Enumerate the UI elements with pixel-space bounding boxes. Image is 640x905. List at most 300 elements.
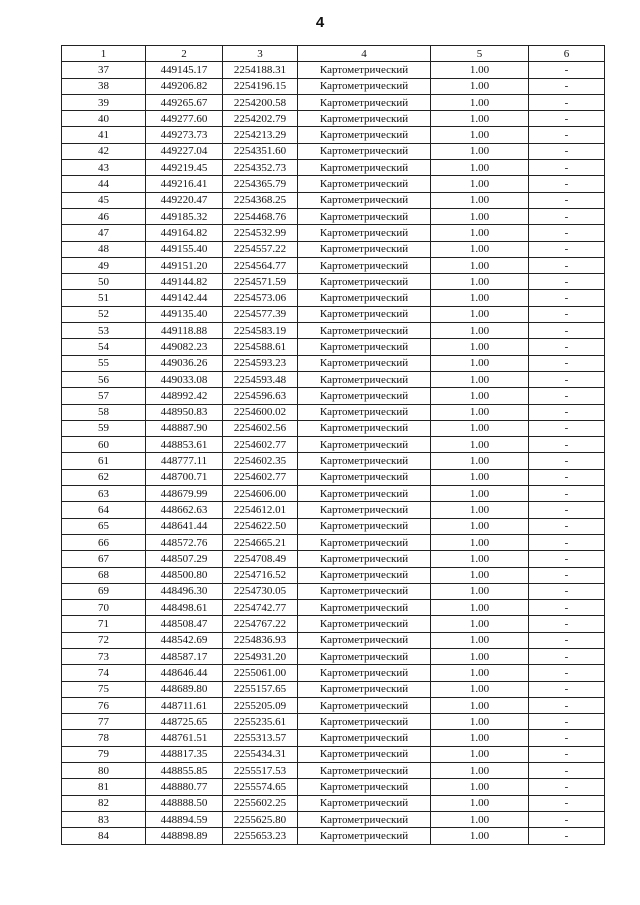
description-cell: - xyxy=(529,828,605,844)
accuracy-cell: 1.00 xyxy=(431,730,529,746)
point-number-cell: 55 xyxy=(62,355,146,371)
accuracy-cell: 1.00 xyxy=(431,453,529,469)
y-coordinate-cell: 2254612.01 xyxy=(223,502,298,518)
point-number-cell: 62 xyxy=(62,469,146,485)
column-header: 1 xyxy=(62,46,146,62)
method-cell: Картометрический xyxy=(298,567,431,583)
description-cell: - xyxy=(529,648,605,664)
point-number-cell: 67 xyxy=(62,551,146,567)
method-cell: Картометрический xyxy=(298,795,431,811)
y-coordinate-cell: 2254557.22 xyxy=(223,241,298,257)
accuracy-cell: 1.00 xyxy=(431,665,529,681)
method-cell: Картометрический xyxy=(298,290,431,306)
table-row xyxy=(62,127,605,143)
x-coordinate-cell: 448992.42 xyxy=(146,388,223,404)
description-cell: - xyxy=(529,274,605,290)
point-number-cell: 59 xyxy=(62,420,146,436)
table-row xyxy=(62,518,605,534)
accuracy-cell: 1.00 xyxy=(431,160,529,176)
x-coordinate-cell: 448508.47 xyxy=(146,616,223,632)
table-row xyxy=(62,323,605,339)
accuracy-cell: 1.00 xyxy=(431,681,529,697)
point-number-cell: 52 xyxy=(62,306,146,322)
y-coordinate-cell: 2254588.61 xyxy=(223,339,298,355)
y-coordinate-cell: 2255205.09 xyxy=(223,697,298,713)
point-number-cell: 72 xyxy=(62,632,146,648)
description-cell: - xyxy=(529,160,605,176)
table-row xyxy=(62,78,605,94)
table-row xyxy=(62,746,605,762)
y-coordinate-cell: 2255574.65 xyxy=(223,779,298,795)
y-coordinate-cell: 2254593.48 xyxy=(223,371,298,387)
description-cell: - xyxy=(529,567,605,583)
accuracy-cell: 1.00 xyxy=(431,714,529,730)
method-cell: Картометрический xyxy=(298,779,431,795)
x-coordinate-cell: 448700.71 xyxy=(146,469,223,485)
method-cell: Картометрический xyxy=(298,648,431,664)
table-row xyxy=(62,795,605,811)
x-coordinate-cell: 449082.23 xyxy=(146,339,223,355)
point-number-cell: 65 xyxy=(62,518,146,534)
x-coordinate-cell: 448880.77 xyxy=(146,779,223,795)
accuracy-cell: 1.00 xyxy=(431,616,529,632)
column-header: 4 xyxy=(298,46,431,62)
description-cell: - xyxy=(529,486,605,502)
accuracy-cell: 1.00 xyxy=(431,437,529,453)
point-number-cell: 57 xyxy=(62,388,146,404)
point-number-cell: 53 xyxy=(62,323,146,339)
y-coordinate-cell: 2255313.57 xyxy=(223,730,298,746)
table-row xyxy=(62,648,605,664)
y-coordinate-cell: 2254573.06 xyxy=(223,290,298,306)
table-row xyxy=(62,811,605,827)
accuracy-cell: 1.00 xyxy=(431,746,529,762)
description-cell: - xyxy=(529,306,605,322)
description-cell: - xyxy=(529,469,605,485)
description-cell: - xyxy=(529,420,605,436)
point-number-cell: 39 xyxy=(62,94,146,110)
description-cell: - xyxy=(529,127,605,143)
y-coordinate-cell: 2254716.52 xyxy=(223,567,298,583)
accuracy-cell: 1.00 xyxy=(431,518,529,534)
description-cell: - xyxy=(529,600,605,616)
table-row xyxy=(62,306,605,322)
description-cell: - xyxy=(529,143,605,159)
table-row xyxy=(62,437,605,453)
accuracy-cell: 1.00 xyxy=(431,78,529,94)
description-cell: - xyxy=(529,339,605,355)
x-coordinate-cell: 449220.47 xyxy=(146,192,223,208)
point-number-cell: 43 xyxy=(62,160,146,176)
x-coordinate-cell: 448950.83 xyxy=(146,404,223,420)
table-row xyxy=(62,160,605,176)
accuracy-cell: 1.00 xyxy=(431,192,529,208)
method-cell: Картометрический xyxy=(298,388,431,404)
description-cell: - xyxy=(529,534,605,550)
y-coordinate-cell: 2254365.79 xyxy=(223,176,298,192)
description-cell: - xyxy=(529,730,605,746)
point-number-cell: 46 xyxy=(62,208,146,224)
description-cell: - xyxy=(529,746,605,762)
table-row xyxy=(62,192,605,208)
y-coordinate-cell: 2254577.39 xyxy=(223,306,298,322)
table-row xyxy=(62,665,605,681)
point-number-cell: 61 xyxy=(62,453,146,469)
x-coordinate-cell: 449185.32 xyxy=(146,208,223,224)
x-coordinate-cell: 448662.63 xyxy=(146,502,223,518)
y-coordinate-cell: 2254583.19 xyxy=(223,323,298,339)
y-coordinate-cell: 2254836.93 xyxy=(223,632,298,648)
point-number-cell: 84 xyxy=(62,828,146,844)
x-coordinate-cell: 449227.04 xyxy=(146,143,223,159)
point-number-cell: 44 xyxy=(62,176,146,192)
description-cell: - xyxy=(529,811,605,827)
point-number-cell: 58 xyxy=(62,404,146,420)
description-cell: - xyxy=(529,502,605,518)
table-row xyxy=(62,469,605,485)
accuracy-cell: 1.00 xyxy=(431,779,529,795)
point-number-cell: 38 xyxy=(62,78,146,94)
y-coordinate-cell: 2254352.73 xyxy=(223,160,298,176)
column-header: 5 xyxy=(431,46,529,62)
method-cell: Картометрический xyxy=(298,730,431,746)
method-cell: Картометрический xyxy=(298,62,431,78)
y-coordinate-cell: 2254606.00 xyxy=(223,486,298,502)
description-cell: - xyxy=(529,453,605,469)
y-coordinate-cell: 2254742.77 xyxy=(223,600,298,616)
description-cell: - xyxy=(529,257,605,273)
x-coordinate-cell: 448898.89 xyxy=(146,828,223,844)
table-row xyxy=(62,371,605,387)
accuracy-cell: 1.00 xyxy=(431,600,529,616)
method-cell: Картометрический xyxy=(298,420,431,436)
y-coordinate-cell: 2254767.22 xyxy=(223,616,298,632)
table-row xyxy=(62,388,605,404)
point-number-cell: 82 xyxy=(62,795,146,811)
x-coordinate-cell: 449144.82 xyxy=(146,274,223,290)
table-row xyxy=(62,714,605,730)
accuracy-cell: 1.00 xyxy=(431,257,529,273)
method-cell: Картометрический xyxy=(298,160,431,176)
description-cell: - xyxy=(529,62,605,78)
point-number-cell: 69 xyxy=(62,583,146,599)
y-coordinate-cell: 2254213.29 xyxy=(223,127,298,143)
y-coordinate-cell: 2255434.31 xyxy=(223,746,298,762)
point-number-cell: 80 xyxy=(62,763,146,779)
table-header-row xyxy=(62,46,605,62)
method-cell: Картометрический xyxy=(298,583,431,599)
method-cell: Картометрический xyxy=(298,502,431,518)
y-coordinate-cell: 2254600.02 xyxy=(223,404,298,420)
description-cell: - xyxy=(529,355,605,371)
point-number-cell: 63 xyxy=(62,486,146,502)
method-cell: Картометрический xyxy=(298,616,431,632)
x-coordinate-cell: 449151.20 xyxy=(146,257,223,273)
accuracy-cell: 1.00 xyxy=(431,143,529,159)
x-coordinate-cell: 448572.76 xyxy=(146,534,223,550)
accuracy-cell: 1.00 xyxy=(431,469,529,485)
accuracy-cell: 1.00 xyxy=(431,502,529,518)
x-coordinate-cell: 449135.40 xyxy=(146,306,223,322)
y-coordinate-cell: 2254931.20 xyxy=(223,648,298,664)
accuracy-cell: 1.00 xyxy=(431,420,529,436)
description-cell: - xyxy=(529,323,605,339)
method-cell: Картометрический xyxy=(298,681,431,697)
description-cell: - xyxy=(529,632,605,648)
x-coordinate-cell: 448817.35 xyxy=(146,746,223,762)
method-cell: Картометрический xyxy=(298,306,431,322)
point-number-cell: 77 xyxy=(62,714,146,730)
y-coordinate-cell: 2254188.31 xyxy=(223,62,298,78)
accuracy-cell: 1.00 xyxy=(431,811,529,827)
point-number-cell: 60 xyxy=(62,437,146,453)
table-row xyxy=(62,355,605,371)
x-coordinate-cell: 448888.50 xyxy=(146,795,223,811)
x-coordinate-cell: 448853.61 xyxy=(146,437,223,453)
accuracy-cell: 1.00 xyxy=(431,697,529,713)
table-row xyxy=(62,241,605,257)
x-coordinate-cell: 448777.11 xyxy=(146,453,223,469)
method-cell: Картометрический xyxy=(298,94,431,110)
description-cell: - xyxy=(529,665,605,681)
description-cell: - xyxy=(529,94,605,110)
x-coordinate-cell: 448761.51 xyxy=(146,730,223,746)
description-cell: - xyxy=(529,290,605,306)
accuracy-cell: 1.00 xyxy=(431,241,529,257)
x-coordinate-cell: 449145.17 xyxy=(146,62,223,78)
x-coordinate-cell: 448496.30 xyxy=(146,583,223,599)
table-row xyxy=(62,681,605,697)
coordinates-table xyxy=(61,45,605,845)
description-cell: - xyxy=(529,518,605,534)
accuracy-cell: 1.00 xyxy=(431,795,529,811)
x-coordinate-cell: 449036.26 xyxy=(146,355,223,371)
description-cell: - xyxy=(529,551,605,567)
point-number-cell: 54 xyxy=(62,339,146,355)
method-cell: Картометрический xyxy=(298,453,431,469)
accuracy-cell: 1.00 xyxy=(431,62,529,78)
y-coordinate-cell: 2255602.25 xyxy=(223,795,298,811)
method-cell: Картометрический xyxy=(298,697,431,713)
table-row xyxy=(62,600,605,616)
method-cell: Картометрический xyxy=(298,371,431,387)
method-cell: Картометрический xyxy=(298,274,431,290)
point-number-cell: 42 xyxy=(62,143,146,159)
point-number-cell: 75 xyxy=(62,681,146,697)
table-row xyxy=(62,486,605,502)
method-cell: Картометрический xyxy=(298,437,431,453)
point-number-cell: 51 xyxy=(62,290,146,306)
y-coordinate-cell: 2254602.77 xyxy=(223,437,298,453)
table-row xyxy=(62,94,605,110)
description-cell: - xyxy=(529,192,605,208)
point-number-cell: 68 xyxy=(62,567,146,583)
description-cell: - xyxy=(529,371,605,387)
point-number-cell: 76 xyxy=(62,697,146,713)
method-cell: Картометрический xyxy=(298,225,431,241)
y-coordinate-cell: 2254602.35 xyxy=(223,453,298,469)
accuracy-cell: 1.00 xyxy=(431,323,529,339)
accuracy-cell: 1.00 xyxy=(431,225,529,241)
table-row xyxy=(62,534,605,550)
method-cell: Картометрический xyxy=(298,404,431,420)
y-coordinate-cell: 2255157.65 xyxy=(223,681,298,697)
table-body xyxy=(62,62,605,844)
method-cell: Картометрический xyxy=(298,486,431,502)
x-coordinate-cell: 449273.73 xyxy=(146,127,223,143)
method-cell: Картометрический xyxy=(298,257,431,273)
point-number-cell: 71 xyxy=(62,616,146,632)
method-cell: Картометрический xyxy=(298,127,431,143)
column-header: 2 xyxy=(146,46,223,62)
method-cell: Картометрический xyxy=(298,665,431,681)
point-number-cell: 50 xyxy=(62,274,146,290)
table-row xyxy=(62,339,605,355)
table-row xyxy=(62,176,605,192)
table-row xyxy=(62,111,605,127)
table-row xyxy=(62,502,605,518)
x-coordinate-cell: 448887.90 xyxy=(146,420,223,436)
description-cell: - xyxy=(529,616,605,632)
table-row xyxy=(62,730,605,746)
method-cell: Картометрический xyxy=(298,551,431,567)
point-number-cell: 73 xyxy=(62,648,146,664)
method-cell: Картометрический xyxy=(298,355,431,371)
x-coordinate-cell: 448542.69 xyxy=(146,632,223,648)
accuracy-cell: 1.00 xyxy=(431,339,529,355)
accuracy-cell: 1.00 xyxy=(431,111,529,127)
table-row xyxy=(62,453,605,469)
page-number: 4 xyxy=(315,14,325,31)
column-header: 3 xyxy=(223,46,298,62)
accuracy-cell: 1.00 xyxy=(431,404,529,420)
table-row xyxy=(62,404,605,420)
method-cell: Картометрический xyxy=(298,534,431,550)
x-coordinate-cell: 448641.44 xyxy=(146,518,223,534)
table-row xyxy=(62,290,605,306)
table-row xyxy=(62,697,605,713)
accuracy-cell: 1.00 xyxy=(431,828,529,844)
x-coordinate-cell: 449142.44 xyxy=(146,290,223,306)
column-header: 6 xyxy=(529,46,605,62)
x-coordinate-cell: 448500.80 xyxy=(146,567,223,583)
x-coordinate-cell: 449118.88 xyxy=(146,323,223,339)
y-coordinate-cell: 2254602.77 xyxy=(223,469,298,485)
description-cell: - xyxy=(529,697,605,713)
method-cell: Картометрический xyxy=(298,78,431,94)
method-cell: Картометрический xyxy=(298,323,431,339)
y-coordinate-cell: 2255061.00 xyxy=(223,665,298,681)
point-number-cell: 45 xyxy=(62,192,146,208)
accuracy-cell: 1.00 xyxy=(431,551,529,567)
y-coordinate-cell: 2255235.61 xyxy=(223,714,298,730)
point-number-cell: 40 xyxy=(62,111,146,127)
x-coordinate-cell: 448689.80 xyxy=(146,681,223,697)
table-row xyxy=(62,763,605,779)
point-number-cell: 81 xyxy=(62,779,146,795)
x-coordinate-cell: 448855.85 xyxy=(146,763,223,779)
accuracy-cell: 1.00 xyxy=(431,567,529,583)
y-coordinate-cell: 2254596.63 xyxy=(223,388,298,404)
x-coordinate-cell: 448646.44 xyxy=(146,665,223,681)
y-coordinate-cell: 2254593.23 xyxy=(223,355,298,371)
point-number-cell: 83 xyxy=(62,811,146,827)
x-coordinate-cell: 448498.61 xyxy=(146,600,223,616)
accuracy-cell: 1.00 xyxy=(431,355,529,371)
x-coordinate-cell: 449216.41 xyxy=(146,176,223,192)
method-cell: Картометрический xyxy=(298,746,431,762)
point-number-cell: 78 xyxy=(62,730,146,746)
table-row xyxy=(62,828,605,844)
point-number-cell: 66 xyxy=(62,534,146,550)
y-coordinate-cell: 2254665.21 xyxy=(223,534,298,550)
accuracy-cell: 1.00 xyxy=(431,763,529,779)
y-coordinate-cell: 2255517.53 xyxy=(223,763,298,779)
description-cell: - xyxy=(529,714,605,730)
description-cell: - xyxy=(529,404,605,420)
description-cell: - xyxy=(529,388,605,404)
y-coordinate-cell: 2254571.59 xyxy=(223,274,298,290)
y-coordinate-cell: 2254730.05 xyxy=(223,583,298,599)
y-coordinate-cell: 2254708.49 xyxy=(223,551,298,567)
y-coordinate-cell: 2255625.80 xyxy=(223,811,298,827)
description-cell: - xyxy=(529,176,605,192)
y-coordinate-cell: 2254202.79 xyxy=(223,111,298,127)
x-coordinate-cell: 449164.82 xyxy=(146,225,223,241)
y-coordinate-cell: 2254200.58 xyxy=(223,94,298,110)
y-coordinate-cell: 2254351.60 xyxy=(223,143,298,159)
x-coordinate-cell: 449219.45 xyxy=(146,160,223,176)
description-cell: - xyxy=(529,763,605,779)
point-number-cell: 41 xyxy=(62,127,146,143)
method-cell: Картометрический xyxy=(298,208,431,224)
x-coordinate-cell: 448587.17 xyxy=(146,648,223,664)
point-number-cell: 49 xyxy=(62,257,146,273)
description-cell: - xyxy=(529,208,605,224)
description-cell: - xyxy=(529,583,605,599)
method-cell: Картометрический xyxy=(298,192,431,208)
accuracy-cell: 1.00 xyxy=(431,274,529,290)
accuracy-cell: 1.00 xyxy=(431,486,529,502)
method-cell: Картометрический xyxy=(298,632,431,648)
point-number-cell: 70 xyxy=(62,600,146,616)
x-coordinate-cell: 449277.60 xyxy=(146,111,223,127)
x-coordinate-cell: 448725.65 xyxy=(146,714,223,730)
method-cell: Картометрический xyxy=(298,339,431,355)
table-row xyxy=(62,420,605,436)
point-number-cell: 64 xyxy=(62,502,146,518)
x-coordinate-cell: 449265.67 xyxy=(146,94,223,110)
accuracy-cell: 1.00 xyxy=(431,648,529,664)
method-cell: Картометрический xyxy=(298,143,431,159)
method-cell: Картометрический xyxy=(298,241,431,257)
table-row xyxy=(62,567,605,583)
accuracy-cell: 1.00 xyxy=(431,306,529,322)
table-row xyxy=(62,208,605,224)
x-coordinate-cell: 449206.82 xyxy=(146,78,223,94)
table-row xyxy=(62,257,605,273)
table-row xyxy=(62,143,605,159)
y-coordinate-cell: 2254564.77 xyxy=(223,257,298,273)
accuracy-cell: 1.00 xyxy=(431,290,529,306)
description-cell: - xyxy=(529,795,605,811)
description-cell: - xyxy=(529,437,605,453)
method-cell: Картометрический xyxy=(298,176,431,192)
description-cell: - xyxy=(529,779,605,795)
accuracy-cell: 1.00 xyxy=(431,208,529,224)
point-number-cell: 79 xyxy=(62,746,146,762)
table-row xyxy=(62,616,605,632)
